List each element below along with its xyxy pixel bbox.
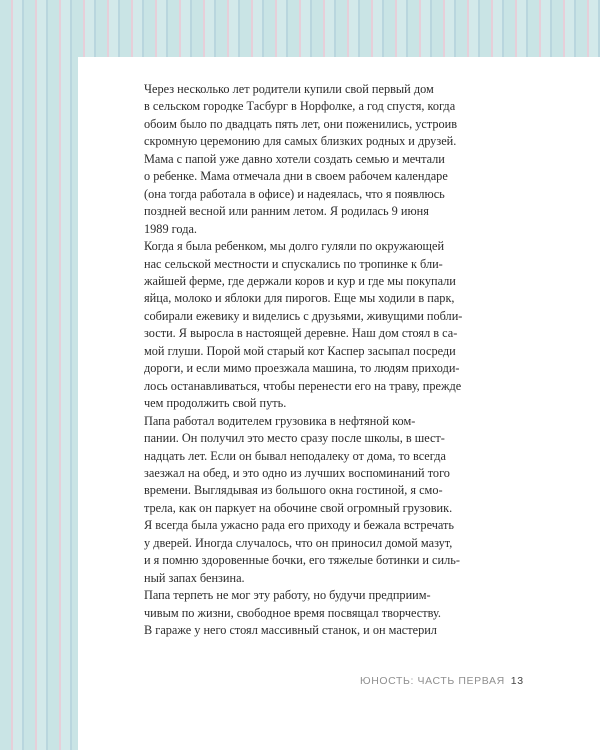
- text-line: ный запах бензина.: [144, 570, 245, 585]
- body-text: [120, 81, 546, 640]
- text-line: Папа терпеть не мог эту работу, но будучи предприим-: [144, 588, 431, 603]
- paragraph: [120, 413, 546, 588]
- text-line: о ребенке. Мама отмечала дни в своем рабочем календаре: [144, 169, 448, 184]
- text-line: лось останавливаться, чтобы перенести его на траву, прежде: [144, 378, 462, 393]
- text-line: Через несколько лет родители купили свой первый дом: [144, 82, 434, 96]
- text-line: обоим было по двадцать пять лет, они поженились, устроив: [144, 116, 458, 131]
- book-page: [78, 57, 600, 750]
- text-line: в сельском городке Тасбург в Норфолке, а год спустя, когда: [144, 99, 456, 114]
- text-line: Мама с папой уже давно хотели создать семью и мечтали: [144, 151, 445, 166]
- text-line: надцать лет. Если он бывал неподалеку от дома, то всегда: [144, 448, 446, 463]
- text-line: трела, как он паркует на обочине свой огромный грузовик.: [144, 500, 453, 515]
- page-footer: [360, 675, 524, 687]
- text-line: жайшей ферме, где держали коров и кур и где мы покупали: [144, 273, 456, 288]
- text-line: Я всегда была ужасно рада его приходу и бежала встречать: [144, 518, 455, 533]
- text-line: 1989 года.: [144, 221, 197, 236]
- paragraph: [120, 238, 546, 413]
- text-line: пании. Он получил это место сразу после школы, в шест-: [144, 431, 445, 446]
- text-line: В гараже у него стоял массивный станок, и он мастерил: [144, 623, 437, 638]
- text-line: (она тогда работала в офисе) и надеялась, что я появлюсь: [144, 186, 445, 201]
- text-line: яйца, молоко и яблоки для пирогов. Еще мы ходили в парк,: [144, 291, 455, 306]
- paragraph: [120, 81, 546, 238]
- text-line: Когда я была ребенком, мы долго гуляли по окружающей: [144, 239, 445, 254]
- text-line: и я помню здоровенные бочки, его тяжелые ботинки и силь-: [144, 553, 460, 568]
- text-line: чем продолжить свой путь.: [144, 396, 287, 411]
- text-line: Папа работал водителем грузовика в нефтяной ком-: [144, 413, 416, 428]
- text-line: собирали ежевику и виделись с друзьями, живущими побли-: [144, 308, 463, 323]
- page-number: 13: [510, 675, 524, 687]
- text-line: поздней весной или ранним летом. Я родилась 9 июня: [144, 204, 429, 219]
- text-line: заезжал на обед, и это одно из лучших воспоминаний того: [144, 465, 450, 480]
- text-line: скромную церемонию для самых близких родных и друзей.: [144, 134, 457, 149]
- text-line: дороги, и если мимо проезжала машина, то людям приходи-: [144, 361, 460, 376]
- paragraph: [120, 587, 546, 639]
- text-line: мой глуши. Порой мой старый кот Каспер засыпал посреди: [144, 343, 456, 358]
- text-line: времени. Выглядывая из большого окна гостиной, я смо-: [144, 483, 443, 498]
- text-line: нас сельской местности и спускались по тропинке к бли-: [144, 256, 443, 271]
- running-head: ЮНОСТЬ: ЧАСТЬ ПЕРВАЯ: [360, 675, 505, 687]
- text-line: чивым по жизни, свободное время посвящал творчеству.: [144, 605, 441, 620]
- text-line: у дверей. Иногда случалось, что он приносил домой мазут,: [144, 535, 453, 550]
- text-line: зости. Я выросла в настоящей деревне. Наш дом стоял в са-: [144, 326, 458, 341]
